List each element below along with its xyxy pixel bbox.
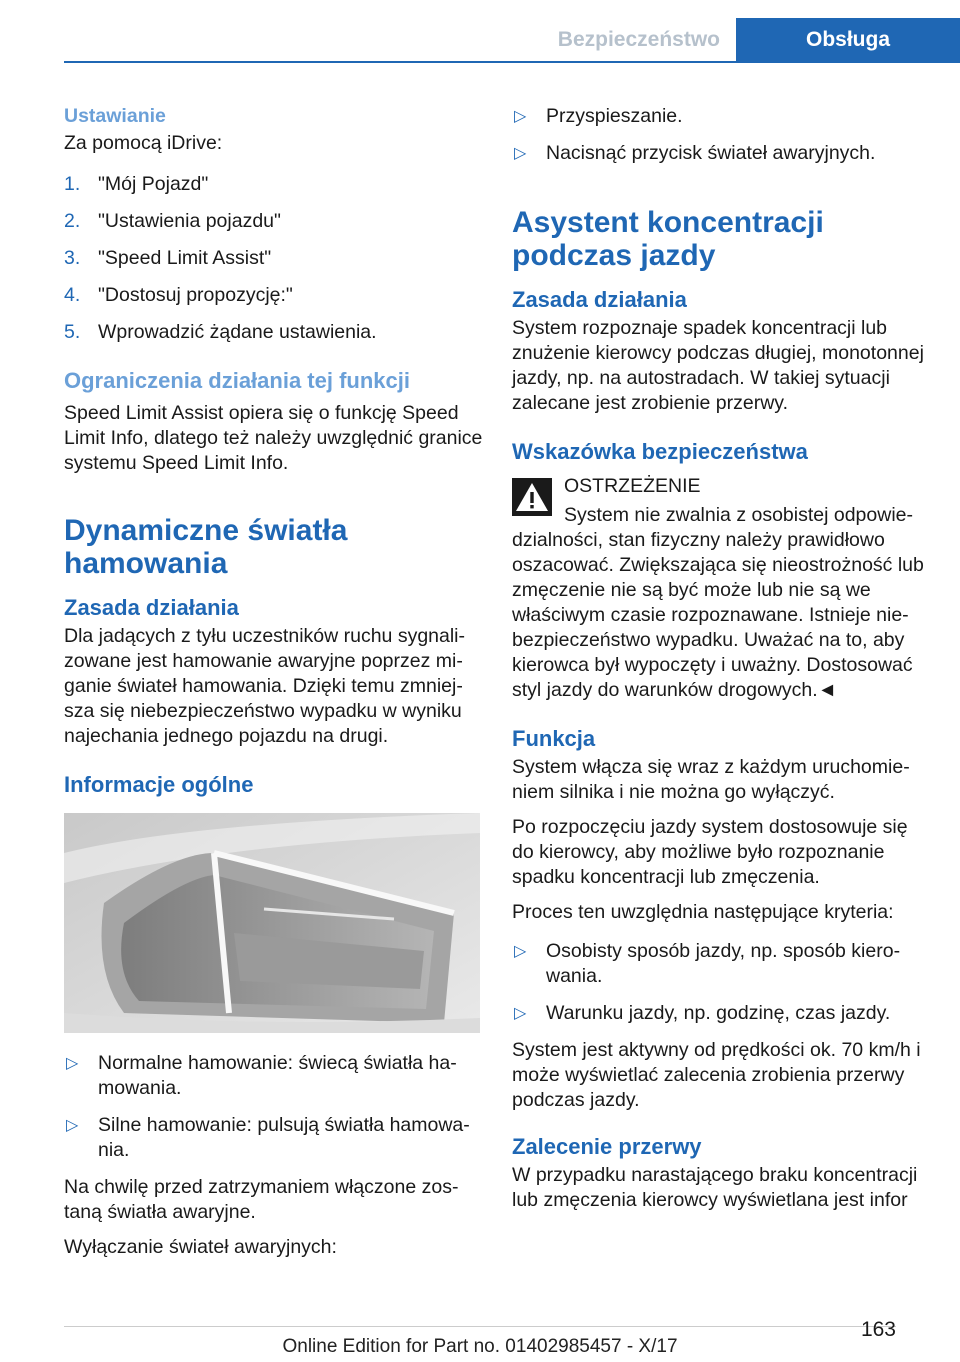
triangle-bullet-icon: ▷ [66, 1055, 79, 1072]
settings-heading: Ustawianie [64, 105, 166, 127]
general-info-heading: Informacje ogólne [64, 772, 254, 797]
function-text-4: System jest aktywny od prędkości ok. 70 km/h i może wyświetlać zalecenia zrobienia przerwy podczas jazdy. [512, 1039, 921, 1111]
page-number: 163 [860, 1318, 896, 1341]
principle-heading: Zasada działania [64, 595, 239, 620]
triangle-bullet-icon: ▷ [66, 1117, 79, 1134]
dynamic-brake-lights-heading: Dynamiczne światła hamowania [64, 514, 348, 580]
brake-bullets [64, 1051, 484, 1163]
limits-text: Speed Limit Assist opiera się o funkcję Speed Limit Info, dlatego też należy uwzględnić granice systemu Speed Limit Info. [64, 402, 483, 474]
principle-text: System rozpoznaje spadek koncentracji lub znużenie kierowcy podczas długiej, monotonnej jazdy, np. na autostradach. W takiej sytuacji zalecane jest zrobienie przerwy. [512, 317, 924, 414]
settings-steps [64, 172, 484, 345]
function-heading: Funkcja [512, 726, 596, 751]
list-item: 2. "Ustawienia pojazdu" [64, 210, 281, 232]
principle-text: Dla jadących z tyłu uczestników ruchu sygnalizowane jest hamowanie awaryjne poprzez miganie świateł hamowania. Dzięki temu zmniejsza się niebezpieczeństwo wypadku w wyniku najechania jednego pojazdu na drugi. [64, 625, 466, 747]
list-number: 1. [64, 173, 81, 195]
list-number: 4. [64, 284, 81, 306]
principle-heading: Zasada działania [512, 287, 687, 312]
attention-assistant-heading: Asystent koncentracji podczas jazdy [512, 206, 824, 272]
left-column [64, 104, 484, 1270]
list-number: 3. [64, 247, 81, 269]
list-item: 5. Wprowadzić żądane ustawienia. [64, 321, 377, 343]
safety-note-heading: Wskazówka bezpieczeństwa [512, 439, 808, 464]
list-item: 3. "Speed Limit Assist" [64, 247, 272, 269]
warning-triangle-icon [512, 478, 552, 516]
list-item: ▷ Silne hamowanie: pulsują światła hamowania. [66, 1114, 470, 1161]
triangle-bullet-icon: ▷ [514, 108, 527, 125]
settings-intro: Za pomocą iDrive: [64, 132, 223, 154]
list-item: ▷ Nacisnąć przycisk świateł awaryjnych. [514, 142, 876, 164]
triangle-bullet-icon: ▷ [514, 1005, 527, 1022]
break-recommendation-text: W przypadku narastającego braku koncentracji lub zmęczenia kierowcy wyświetlana jest infor [512, 1164, 918, 1211]
criteria-bullets [512, 939, 932, 1026]
function-text-1: System włącza się wraz z każdym uruchomieniem silnika i nie można go wyłączyć. [512, 756, 910, 803]
hazard-info-text: Na chwilę przed zatrzymaniem włączone zostaną światła awaryjne. [64, 1176, 459, 1223]
page-header [0, 0, 960, 62]
hazard-off-text: Wyłączanie świateł awaryjnych: [64, 1236, 337, 1258]
triangle-bullet-icon: ▷ [514, 943, 527, 960]
taillight-photo [64, 813, 480, 1033]
list-item: ▷ Normalne hamowanie: świecą światła hamowania. [66, 1052, 457, 1099]
chapter-tab: Obsługa [736, 18, 960, 62]
section-tab: Bezpieczeństwo [557, 28, 720, 51]
warning-label: OSTRZEŻENIE [564, 475, 701, 497]
footer-rule [64, 1326, 896, 1327]
warning-block [512, 474, 932, 703]
list-item: ▷ Osobisty sposób jazdy, np. sposób kierowania. [514, 940, 901, 987]
header-rule [64, 61, 960, 63]
triangle-bullet-icon: ▷ [514, 145, 527, 162]
list-number: 2. [64, 210, 81, 232]
hazard-off-bullets [512, 104, 932, 166]
list-item: ▷ Przyspieszanie. [514, 105, 683, 127]
edition-footer: Online Edition for Part no. 01402985457 - X/17 [282, 1336, 678, 1357]
right-column [512, 104, 932, 1223]
function-text-2: Po rozpoczęciu jazdy system dostosowuje się do kierowcy, aby możliwe było rozpoznanie spadku koncentracji lub zmęczenia. [512, 816, 908, 888]
list-item: 1. "Mój Pojazd" [64, 173, 209, 195]
list-item: 4. "Dostosuj propozycję:" [64, 284, 293, 306]
limits-heading: Ograniczenia działania tej funkcji [64, 368, 410, 393]
list-number: 5. [64, 321, 81, 343]
function-text-3: Proces ten uwzględnia następujące kryteria: [512, 901, 894, 923]
list-item: ▷ Warunku jazdy, np. godzinę, czas jazdy. [514, 1002, 891, 1024]
warning-text: System nie zwalnia z osobistej odpowiedzialności, stan fizyczny należy prawidłowo oszacować. Zwiększająca się nieostrożność lub zmęczenie nie są być może lub nie są we właściwym czasie rozpoznawane. Istnieje niebezpieczeństwo wypadku. Uważać na to, aby kierowca był wypoczęty i uważny. Dostosować styl jazdy do warunków drogowych.◄ [512, 504, 924, 701]
break-recommendation-heading: Zalecenie przerwy [512, 1134, 702, 1159]
